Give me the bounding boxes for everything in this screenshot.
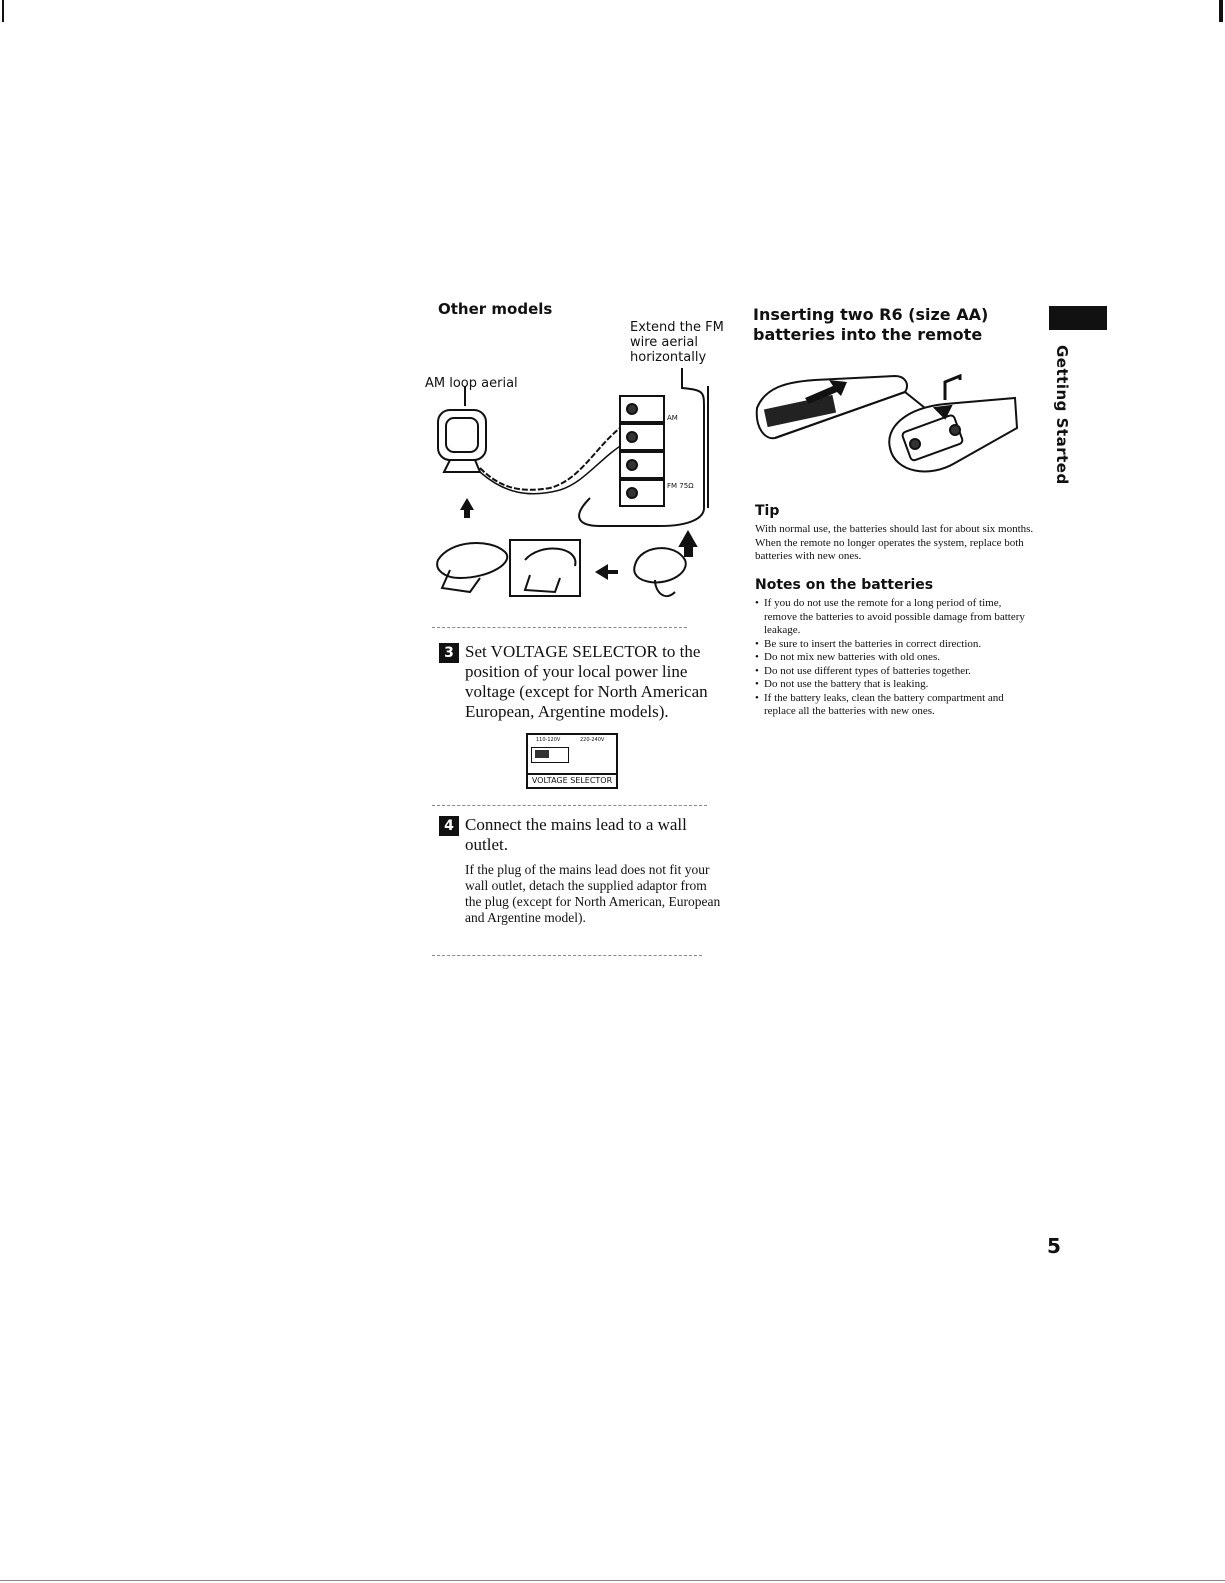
step-4-text: Connect the mains lead to a wall outlet. <box>465 815 687 854</box>
scan-edge-mark-right <box>1219 0 1223 22</box>
notes-heading: Notes on the batteries <box>755 577 934 593</box>
arrow-left-icon <box>595 564 618 580</box>
remote-battery-figure <box>755 368 1020 493</box>
divider-step3 <box>432 627 687 628</box>
section-tab-marker <box>1049 306 1107 330</box>
voltage-right-value: 220-240V <box>580 737 605 743</box>
step-4-subtext: If the plug of the mains lead does not fit your wall outlet, detach the supplied adaptor from the plug (except for North American, European and Argentine model). <box>465 862 721 925</box>
divider-bottom <box>432 955 702 956</box>
note-item: • If you do not use the remote for a long period of time, remove the batteries to avoid possible damage from battery leakage. <box>755 597 1035 638</box>
note-item: • If the battery leaks, clean the battery compartment and replace all the batteries with new ones. <box>755 692 1035 719</box>
note-item: • Do not mix new batteries with old ones. <box>755 651 1035 665</box>
battery-compartment-icon <box>889 376 1017 471</box>
note-item: • Be sure to insert the batteries in correct direction. <box>755 638 1035 652</box>
scan-edge-bottom <box>0 1580 1225 1581</box>
voltage-left-value: 110-120V <box>536 737 561 743</box>
voltage-switch-icon <box>531 747 569 763</box>
antenna-terminal-icon <box>620 396 664 506</box>
am-aerial-base-icon <box>437 540 580 596</box>
section-title-other-models: Other models <box>438 300 553 318</box>
page-number: 5 <box>1047 1234 1061 1258</box>
divider-step4 <box>432 805 707 806</box>
terminal-label-fm: FM 75Ω <box>667 482 694 490</box>
fm-aerial-label: Extend the FM wire aerial horizontally <box>630 320 724 365</box>
am-loop-aerial-icon <box>438 386 486 472</box>
section-side-tab: Getting Started <box>1053 345 1071 485</box>
section-title-batteries: Inserting two R6 (size AA) batteries into the remote <box>753 305 989 344</box>
note-item: • Do not use the battery that is leaking. <box>755 678 1035 692</box>
aerial-connection-figure <box>420 368 720 533</box>
arrow-up-icon <box>460 498 474 518</box>
am-aerial-assembly-figure <box>430 530 710 610</box>
notes-list <box>755 597 1035 719</box>
step-3-text: Set VOLTAGE SELECTOR to the position of your local power line voltage (except for North American European, Argentine models). <box>465 642 708 721</box>
tip-text: With normal use, the batteries should last for about six months. When the remote no longer operates the system, replace both batteries with new ones. <box>755 523 1034 562</box>
tip-heading: Tip <box>755 503 780 519</box>
step-number-3: 3 <box>439 643 459 663</box>
am-aerial-label: AM loop aerial <box>425 376 518 391</box>
scan-edge-mark-left <box>2 0 4 22</box>
am-aerial-fold-icon <box>634 532 696 596</box>
voltage-selector-figure <box>526 733 618 789</box>
step-number-4: 4 <box>439 816 459 836</box>
terminal-label-am: AM <box>667 414 678 422</box>
am-wire-icon <box>480 428 620 490</box>
voltage-selector-label: VOLTAGE SELECTOR <box>528 773 616 787</box>
note-item: • Do not use different types of batteries together. <box>755 665 1035 679</box>
